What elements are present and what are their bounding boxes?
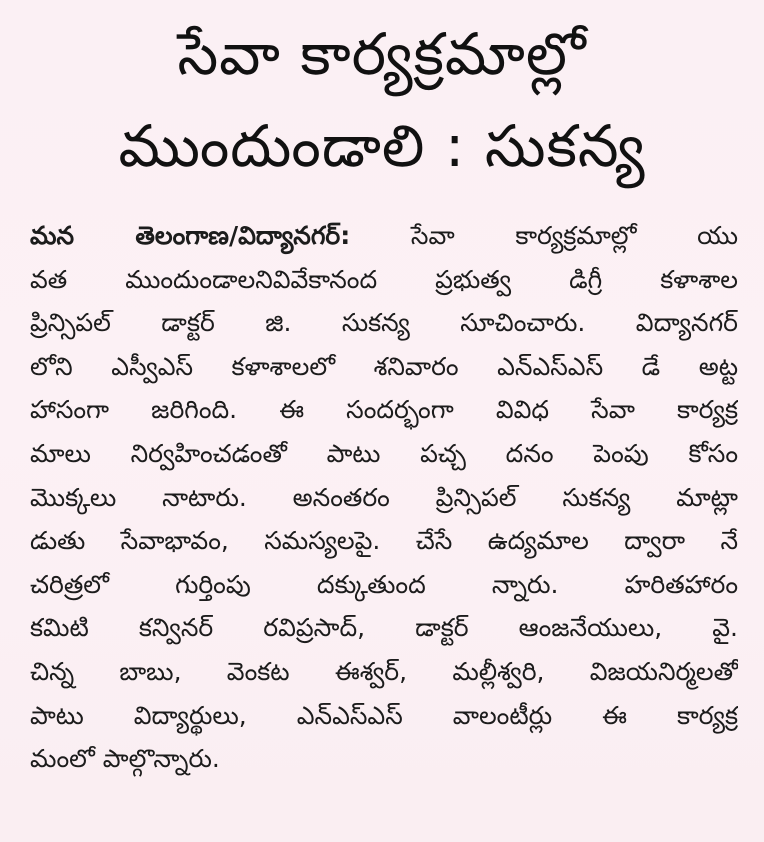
article-line-8: డుతు సేవాభావం, సమస్యలపై. చేసే ఉద్యమాల ద్వారా నే xyxy=(30,526,738,556)
article-line-11: చిన్న బాబు, వెంకట ఈశ్వర్, మల్లీశ్వరి, విజయనిర్మలతో xyxy=(30,656,738,686)
article-line-2: వత ముందుండాలనివివేకానంద ప్రభుత్వ డిగ్రీ కళాశాల xyxy=(30,264,738,294)
article-line-7: మొక్కలు నాటారు. అనంతరం ప్రిన్సిపల్ సుకన్య మాట్లా xyxy=(30,482,738,512)
headline-line-2: ముందుండాలి : సుకన్య xyxy=(118,112,646,180)
headline-line-1: సేవా కార్యక్రమాల్లో xyxy=(177,20,587,88)
article-line-3: ప్రిన్సిపల్ డాక్టర్ జి. సుకన్య సూచించారు. విద్యానగర్ xyxy=(30,308,738,338)
article-line-10: కమిటి కన్వినర్ రవిప్రసాద్, డాక్టర్ ఆంజనేయులు, వై. xyxy=(30,613,738,643)
article-line-5: హాసంగా జరిగింది. ఈ సందర్భంగా వివిధ సేవా కార్యక్ర xyxy=(30,395,738,425)
article-line-12: పాటు విద్యార్థులు, ఎన్ఎస్ఎస్ వాలంటీర్లు ఈ కార్యక్ర xyxy=(30,700,738,730)
article-line-1-text: సేవా కార్యక్రమాల్లో యు xyxy=(350,221,738,250)
article-line-4: లోని ఎస్వీఎస్ కళాశాలలో శనివారం ఎన్ఎస్ఎస్ డే అట్ట xyxy=(30,351,738,381)
article-body xyxy=(30,214,738,781)
headline xyxy=(20,8,744,192)
article-line-6: మాలు నిర్వహించడంతో పాటు పచ్చ దనం పెంపు కోసం xyxy=(30,438,738,468)
article-line-13: మంలో పాల్గొన్నారు. xyxy=(30,744,220,774)
article-line-1 xyxy=(30,214,738,258)
article-line-9: చరిత్రలో గుర్తింపు దక్కుతుంద న్నారు. హరితహారం xyxy=(30,569,738,599)
dateline: మన తెలంగాణ/విద్యానగర్: xyxy=(30,221,351,250)
